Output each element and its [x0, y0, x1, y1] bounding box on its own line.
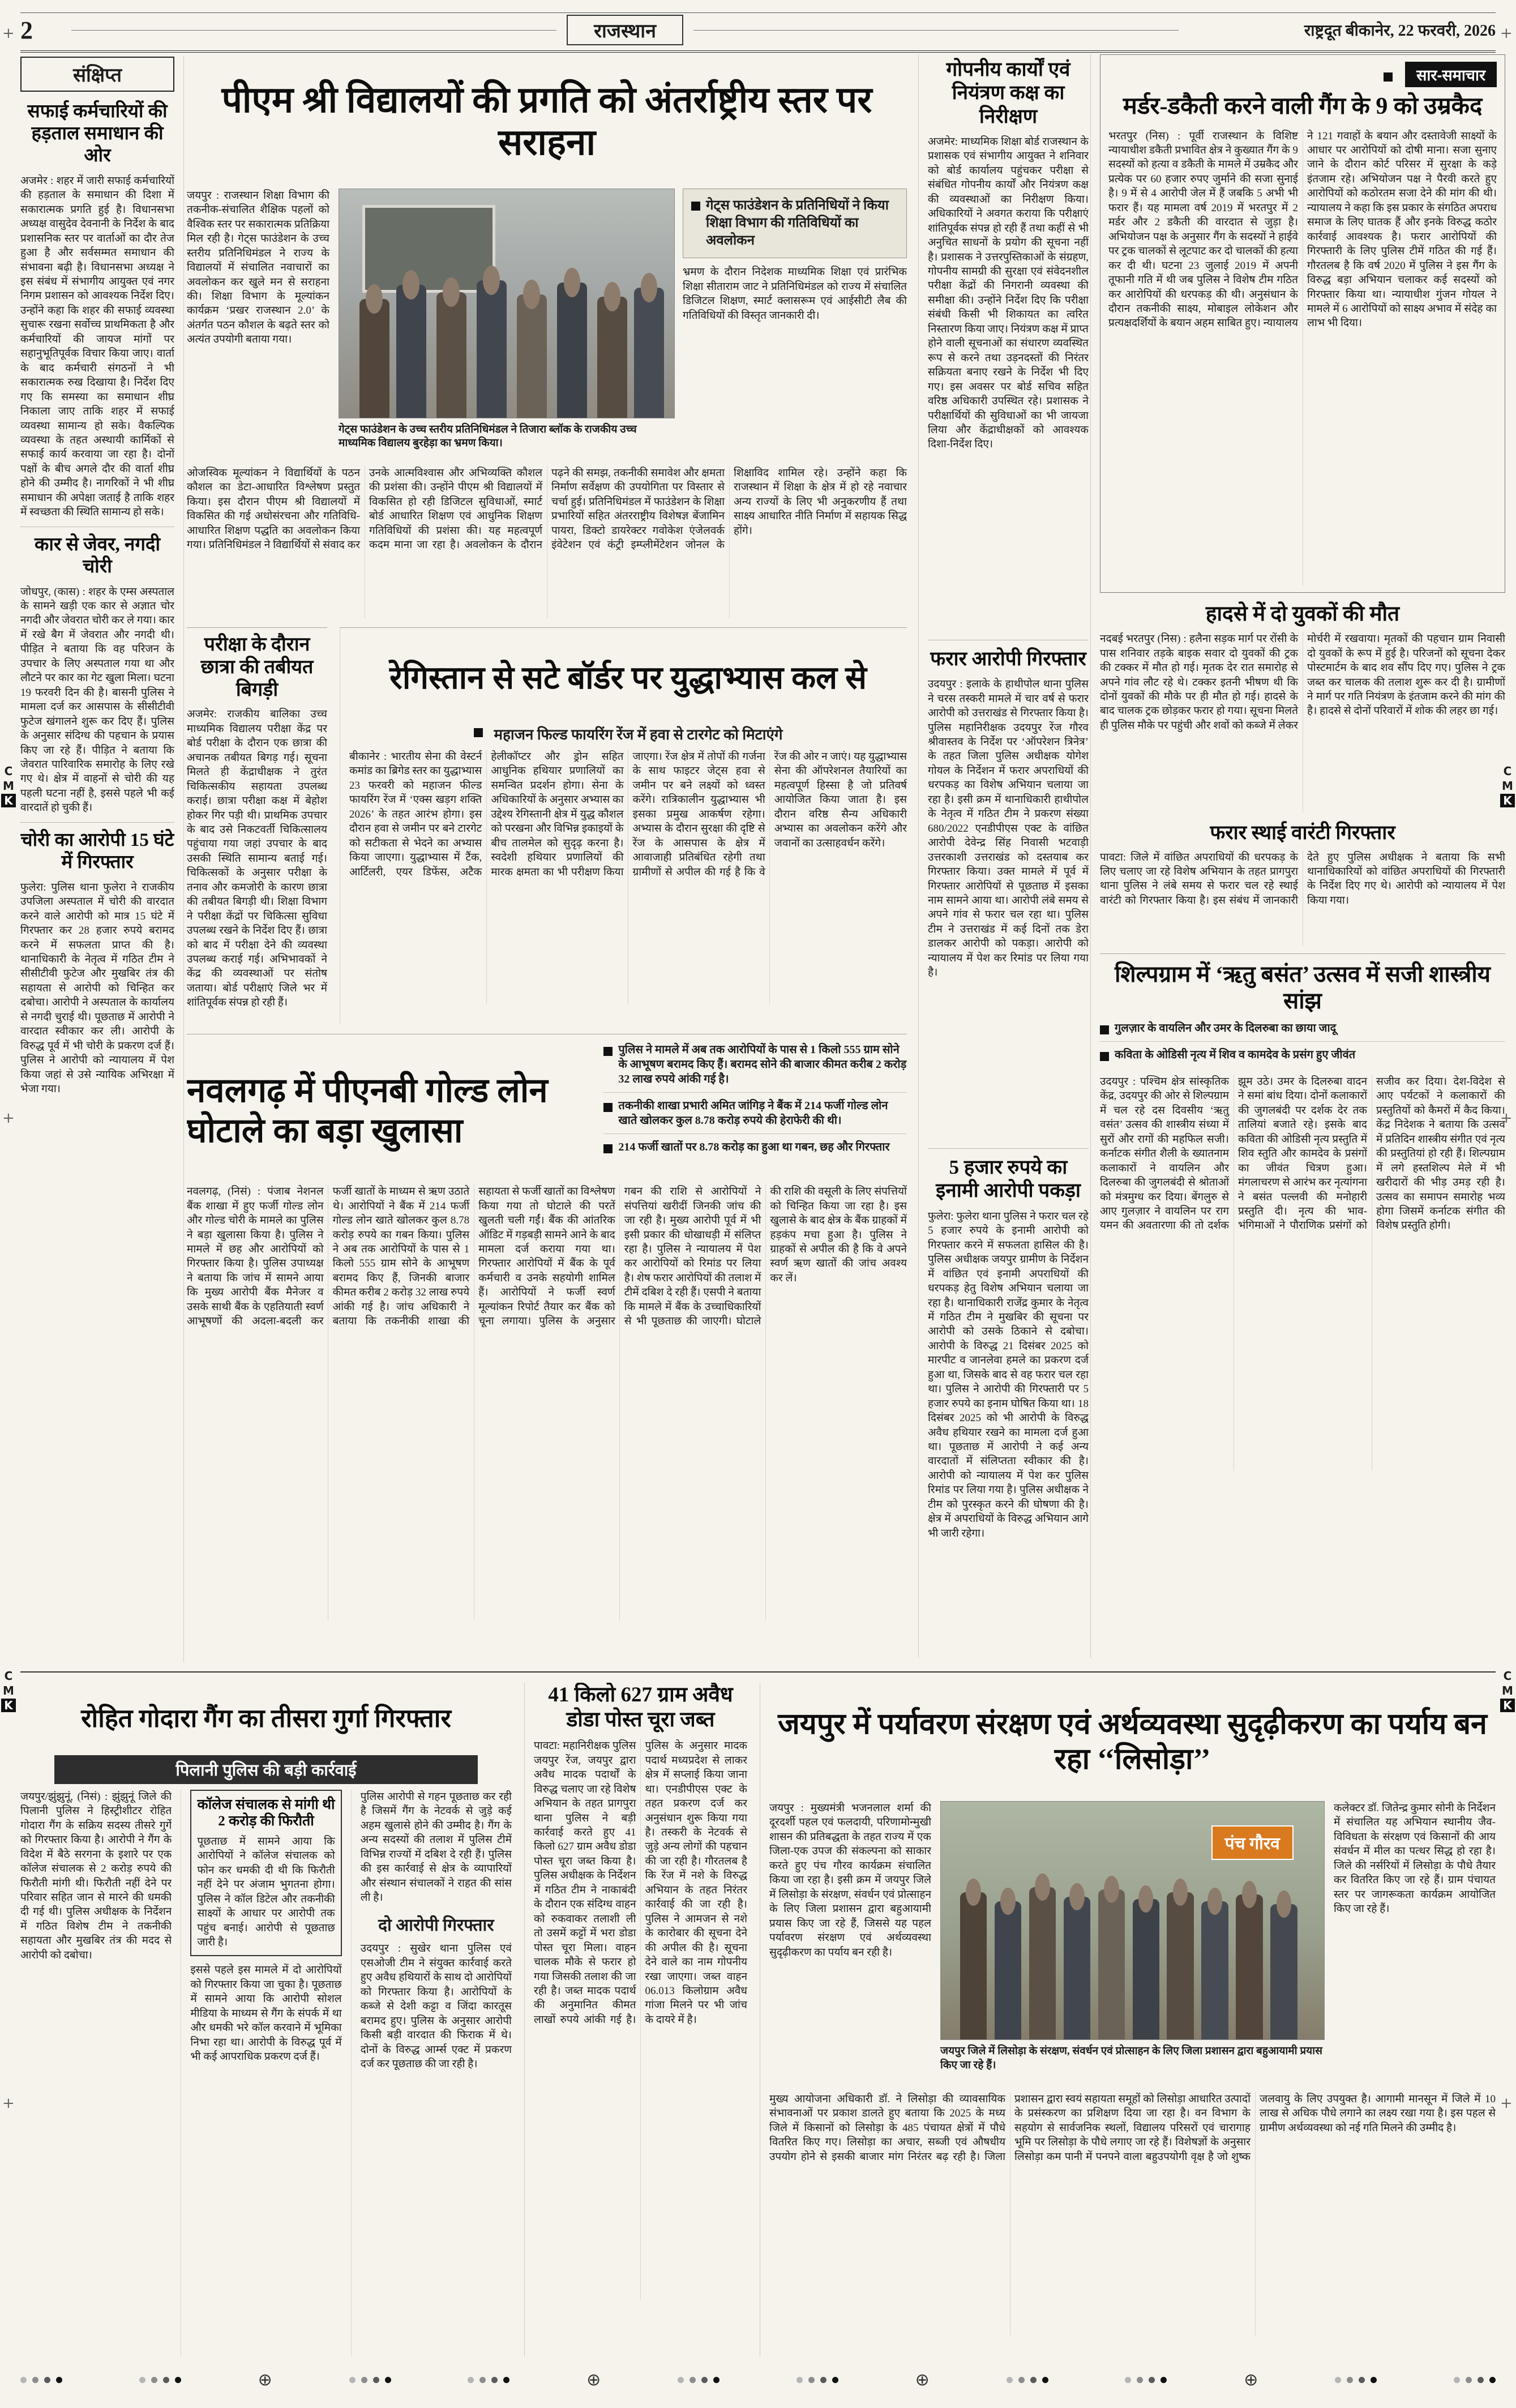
ransom-box-title: कॉलेज संचालक से मांगी थी 2 करोड़ की फिरौती: [197, 1797, 335, 1829]
two-arrested-title: दो आरोपी गिरफ्तार: [378, 1916, 494, 1935]
registration-cmk-left: [1, 764, 16, 807]
crop-mark-icon: ⊕: [586, 2369, 601, 2390]
registration-cmk-right-lower: [1500, 1669, 1515, 1712]
gang-verdict-body: भरतपुर (निस) : पूर्वी राजस्थान के विशिष्ट न्यायाधीश डकैती प्रभावित क्षेत्र ने कुख्यात गैंग के 9 सदस्यों को हत्या व डकैती के मामले में उम्रकैद और प्रत्येक पर 60 हजार रुपए जुर्माने की सजा सुनाई है। 9 में से 4 आरोपी जेल में हैं जबकि 5 अभी भी फरार हैं। यह मामला वर्ष 2019 में भरतपुर में 2 मर्डर और 2 डकैती की वारदात से जुड़ा है। अभियोजन पक्ष के अनुसार गैंग के सदस्यों ने हाईवे पर ट्रक चालकों से लूटपाट कर दो चालकों की हत्या कर दी थी। घटना 23 जुलाई 2019 में अपनी तूफानी गति में थी जब पुलिस ने विशेष टीम गठित कर आरोपियों की धरपकड़ की थी। अनुसंधान के दौरान तकनीकी साक्ष्य, मोबाइल लोकेशन और प्रत्यक्षदर्शियों के बयान अहम साबित हुए। न्यायालय ने 121 गवाहों के बयान और दस्तावेजी साक्ष्यों के आधार पर आरोपियों को दोषी माना। सजा सुनाए जाने के दौरान कोर्ट परिसर में सुरक्षा के कड़े इंतजाम रहे। अभियोजन पक्ष ने पैरवी करते हुए आरोपियों को कठोरतम सजा देने की मांग की थी। न्यायालय ने कहा कि इस प्रकार के संगठित अपराध समाज के लिए घातक हैं और इनके विरुद्ध कठोर कार्रवाई आवश्यक है। फरार आरोपियों की गिरफ्तारी के लिए पुलिस टीमें गठित की गई हैं। गौरतलब है कि वर्ष 2020 में पुलिस ने इस गैंग के विरुद्ध बड़ा अभियान चलाकर कई सदस्यों को गिरफ्तार किया था। न्यायाधीश गुंजन गोयल ने मामले में 6 आरोपियों को साक्ष्य अभाव में संदेह का लाभ भी दिया।: [1108, 130, 1497, 330]
print-registration-footer: [20, 2367, 1496, 2393]
brief-body: फुलेरा: पुलिस थाना फुलेरा ने राजकीय उपजिला अस्पताल में चोरी की वारदात करने वाले आरोपी को मात्र 15 घंटे में गिरफ्तार कर 28 हजार रुपये बरामद करने में सफलता प्राप्त की है। थानाधिकारी के नेतृत्व में गठित टीम ने सीसीटीवी फुटेज और मुखबिर तंत्र की सहायता से आरोपी को चिन्हित कर दबोचा। आरोपी ने अस्पताल के कार्यालय से नगदी चुराई थी। पूछताछ में आरोपी ने वारदात स्वीकार कर ली। आरोपी के विरुद्ध पूर्व में भी चोरी के प्रकरण दर्ज हैं। पुलिस ने आरोपी को न्यायालय में पेश किया जहां से उसे न्यायिक अभिरक्षा में भेजा गया।: [20, 881, 174, 1096]
ransom-box-body: पूछताछ में सामने आया कि आरोपियों ने कॉलेज संचालक को फोन कर धमकी दी थी कि फिरौती नहीं देने पर अंजाम भुगतना होगा। पुलिस ने कॉल डिटेल और तकनीकी साक्ष्यों के आधार पर आरोपी तक पहुंच बनाई। आरोपी से पूछताछ जारी है।: [197, 1835, 335, 1948]
person-silhouette: [359, 299, 389, 418]
brief-item: [20, 534, 174, 815]
absconder-body: उदयपुर : इलाके के हाथीपोल थाना पुलिस ने चरस तस्करी मामले में चार वर्ष से फरार आरोपी को उत्तराखंड से गिरफ्तार किया है। पुलिस महानिरीक्षक उदयपुर रेंज गौरव श्रीवास्तव के निर्देश पर ‘ऑपरेशन त्रिनेत्र’ के तहत जिला पुलिस अधीक्षक योगेश गोयल के निर्देशन में फरार अपराधियों की धरपकड़ का विशेष अभियान चलाया जा रहा है। इसी क्रम में थानाधिकारी हाथीपोल के नेतृत्व में गठित टीम ने प्रकरण संख्या 680/2022 एनडीपीएस एक्ट के वांछित आरोपी देवेन्द्र सिंह निवासी भटवाड़ी उत्तरकाशी उत्तराखंड को दस्तयाब कर गिरफ्तार किया। उक्त मामले में पूर्व में गिरफ्तार आरोपियों से पूछताछ में इसका नाम सामने आया था। आरोपी लंबे समय से अपने गांव से फरार चल रहा था। पुलिस टीम ने उत्तराखंड में कई दिनों तक डेरा डालकर आरोपी को पकड़ा। आरोपी को न्यायालय में पेश कर रिमांड पर लिया गया है।: [928, 678, 1089, 979]
gang-arrest-columns: [20, 1790, 512, 2356]
crop-plus-icon: +: [1500, 2095, 1513, 2112]
lisoda-photo: [940, 1801, 1325, 2040]
registration-dots: [1335, 2377, 1377, 2383]
environment-photo-block: [940, 1801, 1325, 2085]
inspection-title: गोपनीय कार्यों एवं नियंत्रण कक्ष का निरीक्षण: [946, 58, 1070, 127]
gold-loan-body: नवलगढ़, (निसं) : पंजाब नेशनल बैंक शाखा में हुए फर्जी गोल्ड लोन और गोल्ड चोरी के मामले का पुलिस ने बड़ा खुलासा किया है। पुलिस ने मामले में छह और आरोपियों को गिरफ्तार किया है। पुलिस उपाध्यक्ष ने बताया कि जांच में सामने आया कि मुख्य आरोपी बैंक मैनेजर व उसके साथी बैंक के एहतियाती स्वर्ण आभूषणों की अदला-बदली कर फर्जी खातों के माध्यम से ऋण उठाते थे। आरोपियों ने बैंक में 214 फर्जी गोल्ड लोन खाते खोलकर कुल 8.78 करोड़ रुपये का गबन किया। पुलिस ने अब तक आरोपियों के पास से 1 किलो 555 ग्राम सोने के आभूषण बरामद किए हैं, जिनकी बाजार कीमत करीब 2 करोड़ 32 लाख रुपये आंकी गई है। जांच अधिकारी ने बताया कि तकनीकी शाखा की सहायता से फर्जी खातों का विश्लेषण किया गया तो घोटाले की परतें खुलती चली गईं। बैंक की आंतरिक ऑडिट में गड़बड़ी सामने आने के बाद मामला दर्ज कराया गया था। गिरफ्तार आरोपियों में बैंक के पूर्व कर्मचारी व उनके सहयोगी शामिल हैं। आरोपियों ने फर्जी स्वर्ण मूल्यांकन रिपोर्ट तैयार कर बैंक को चूना लगाया। पुलिस के अनुसार गबन की राशि से आरोपियों ने संपत्तियां खरीदीं जिनकी जांच की जा रही है। मुख्य आरोपी पूर्व में भी इसी प्रकार की धोखाधड़ी में संलिप्त रहा है। पुलिस ने न्यायालय में पेश कर आरोपियों को रिमांड पर लिया है। शेष फरार आरोपियों की तलाश में टीमें दबिश दे रही हैं। एसपी ने बताया कि मामले में बैंक के उच्चाधिकारियों से भी पूछताछ की जाएगी। घोटाले की राशि की वसूली के लिए संपत्तियों को चिन्हित किया जा रहा है। इस खुलासे के बाद क्षेत्र के बैंक ग्राहकों में हड़कंप मचा हुआ है। पुलिस ने ग्राहकों से अपील की है कि वे अपने स्वर्ण ऋण खातों की जांच अवश्य कर लें।: [187, 1186, 907, 1328]
square-bullet-icon: [474, 728, 483, 737]
page-header: [20, 12, 1496, 53]
person-silhouette: [1098, 1889, 1125, 2039]
digest-label-row: [1108, 62, 1497, 87]
war-exercise-subhead-text: महाजन फिल्ड फायरिंग रेंज में हवा से टारगेट को मिटाएंगे: [494, 726, 783, 743]
digest-label: सार-समाचार: [1405, 62, 1497, 87]
registration-cmk-left-lower: [1, 1669, 16, 1712]
registration-dots: [796, 2377, 838, 2383]
environment-story: [760, 1683, 1496, 2356]
reward-arrest-story: [928, 1156, 1089, 1658]
seizure-title: 41 किलो 627 ग्राम अवैध डोडा पोस्त चूरा जब्त: [548, 1683, 733, 1731]
news-digest-box: [1100, 54, 1505, 593]
reward-arrest-title: 5 हजार रुपये का इनामी आरोपी पकड़ा: [936, 1156, 1081, 1202]
registration-dots: [1125, 2377, 1167, 2383]
person-silhouette: [557, 283, 587, 417]
registration-dots: [468, 2377, 509, 2383]
seizure-body: पावटा: महानिरीक्षक पुलिस जयपुर रेंज, जयपुर द्वारा अवैध मादक पदार्थों के विरुद्ध चलाए जा रहे विशेष अभियान के तहत प्रागपुरा थाना पुलिस ने बड़ी कार्रवाई करते हुए 41 किलो 627 ग्राम अवैध डोडा पोस्त चूरा जब्त किया है। पुलिस अधीक्षक के निर्देशन में गठित टीम ने नाकाबंदी के दौरान एक संदिग्ध वाहन को रुकवाकर तलाशी ली तो उसमें कट्टों में भरा डोडा पोस्त चूरा मिला। वाहन चालक मौके से फरार हो गया जिसकी तलाश की जा रही है। जब्त मादक पदार्थ की अनुमानित कीमत लाखों रुपये आंकी गई है। पुलिस के अनुसार मादक पदार्थ मध्यप्रदेश से लाकर क्षेत्र में सप्लाई किया जाना था। एनडीपीएस एक्ट के तहत प्रकरण दर्ज कर अनुसंधान शुरू किया गया है। तस्करी के नेटवर्क से जुड़े अन्य लोगों की पहचान की जा रही है। गौरतलब है कि रेंज में नशे के विरुद्ध अभियान के तहत निरंतर कार्रवाई की जा रही है। पुलिस ने आमजन से नशे के कारोबार की सूचना देने की अपील की है। सूचना देने वाले का नाम गोपनीय रखा जाएगा। जब्त वाहन 06.013 किलोग्राम अवैध गांजा मिलने पर भी जांच के दायरे में है।: [534, 1740, 747, 2026]
square-bullet-icon: [603, 1144, 613, 1153]
section-header: [71, 15, 1179, 45]
accident-story: [1100, 602, 1505, 814]
square-bullet-icon: [1384, 72, 1393, 82]
person-silhouette: [1270, 1904, 1297, 2039]
cmk-m: M: [1502, 779, 1513, 793]
crop-plus-icon: +: [1500, 1110, 1513, 1127]
person-silhouette: [1064, 1897, 1090, 2039]
crop-plus-icon: +: [2, 1110, 15, 1127]
person-silhouette: [1167, 1892, 1193, 2039]
square-bullet-icon: [603, 1047, 613, 1056]
person-silhouette: [396, 285, 426, 417]
gold-loan-headline: नवलगढ़ में पीएनबी गोल्ड लोन घोटाले का बड़ा खुलासा: [187, 1071, 548, 1149]
gold-loan-story: [187, 1034, 907, 1664]
seizure-story: [524, 1683, 747, 2356]
square-bullet-icon: [603, 1103, 613, 1112]
war-exercise-body: बीकानेर : भारतीय सेना की वेस्टर्न कमांड का ब्रिगेड स्तर का युद्धाभ्यास 23 फरवरी को महाजन फील्ड फायरिंग रेंज में ‘एक्स खड़ग शक्ति 2026’ के तहत आरंभ होगा। इस दौरान हवा से जमीन पर बने टारगेट को सटीकता से भेदने का अभ्यास किया जाएगा। युद्धाभ्यास में टैंक, आर्टिलरी, एयर डिफेंस, अटैक हेलीकॉप्टर और ड्रोन सहित आधुनिक हथियार प्रणालियों का समन्वित प्रदर्शन होगा। सेना के अधिकारियों के अनुसार अभ्यास का उद्देश्य रेगिस्तानी क्षेत्र में युद्ध कौशल को परखना और विभिन्न इकाइयों के बीच तालमेल को सुदृढ़ करना है। स्वदेशी हथियार प्रणालियों की मारक क्षमता का भी परीक्षण किया जाएगा। रेंज क्षेत्र में तोपों की गर्जना के साथ फाइटर जेट्स हवा से जमीन पर बने लक्ष्यों को ध्वस्त करेंगे। रात्रिकालीन युद्धाभ्यास भी इसका प्रमुख आकर्षण रहेगा। अभ्यास के दौरान सुरक्षा की दृष्टि से रेंज के आसपास के क्षेत्र में आवाजाही प्रतिबंधित रहेगी तथा ग्रामीणों से अपील की गई है कि वे रेंज की ओर न जाएं। यह युद्धाभ्यास सेना की ऑपरेशनल तैयारियों का महत्वपूर्ण हिस्सा है जो प्रतिवर्ष आयोजित किया जाता है। इस दौरान वरिष्ठ सैन्य अधिकारी अभ्यास का अवलोकन करेंगे और जवानों का उत्साहवर्धन करेंगे।: [349, 751, 907, 878]
lead-body-bottom: ओजस्विक मूल्यांकन ने विद्यार्थियों के पठन कौशल का डेटा-आधारित विश्लेषण प्रस्तुत किया। इस दौरान पीएम श्री विद्यालयों में विकसित की गई अधोसंरचना और गतिविधि-आधारित शिक्षण पद्धति का अवलोकन किया गया। प्रतिनिधिमंडल ने विद्यार्थियों से संवाद कर उनके आत्मविश्वास और अभिव्यक्ति कौशल की प्रशंसा की। उन्होंने पीएम श्री विद्यालयों में विकसित हो रही डिजिटल सुविधाओं, स्मार्ट बोर्ड आधारित शिक्षण एवं आधुनिक शिक्षण गतिविधियों की प्रशंसा की। यह महत्वपूर्ण कदम माना जा रहा है। अवलोकन के दौरान पढ़ने की समझ, तकनीकी समावेश और क्षमता निर्माण सर्वेक्षण की उपयोगिता पर विस्तार से चर्चा हुई। प्रतिनिधिमंडल में फाउंडेशन के शिक्षा प्रभारियों सहित अंतरराष्ट्रीय विशेषज्ञ बेंजामिन पायरा, डिक्टो डायरेक्टर गवोकेश एंजेलवर्क इंवेटेशन एवं कंट्री इम्प्लीमेंटेशन जोनल के शिक्षाविद शामिल रहे। उन्होंने कहा कि राजस्थान में शिक्षा के क्षेत्र में हो रहे नवाचार अन्य राज्यों के लिए भी अनुकरणीय हैं तथा साक्ष्य आधारित नीति निर्माण में सहायक सिद्ध होंगे।: [187, 467, 907, 551]
war-exercise-story: [340, 627, 907, 1024]
cmk-k: K: [1500, 794, 1515, 807]
brief-title: सफाई कर्मचारियों की हड़ताल समाधान की ओर: [27, 101, 168, 166]
cmk-m: M: [1502, 1684, 1513, 1697]
page-number: 2: [20, 16, 33, 44]
bullet-item: [1100, 1047, 1505, 1068]
crop-mark-icon: ⊕: [1244, 2369, 1258, 2390]
crop-plus-icon: +: [2, 2095, 15, 2112]
environment-body-right: कलेक्टर डॉ. जितेन्द्र कुमार सोनी के निर्देशन में संचालित यह अभियान स्थानीय जैव-विविधता के संरक्षण एवं किसानों की आय संवर्धन में मील का पत्थर सिद्ध हो रहा है। जिले की नर्सरियों में लिसोड़ा के पौधे तैयार कर वितरित किए जा रहे हैं। ग्राम पंचायत स्तर पर जागरूकता कार्यक्रम आयोजित किए जा रहे हैं।: [1334, 1802, 1496, 1915]
bullet-text: कविता के ओडिसी नृत्य में शिव व कामदेव के प्रसंग हुए जीवंत: [1115, 1048, 1356, 1061]
person-silhouette: [517, 294, 547, 418]
cmk-m: M: [3, 779, 14, 793]
warrantee-body: पावटा: जिले में वांछित अपराधियों की धरपकड़ के लिए चलाए जा रहे विशेष अभियान के तहत प्रागपुरा थाना पुलिस ने लंबे समय से फरार चल रहे स्थाई वारंटी को गिरफ्तार किया है। इस संबंध में जानकारी देते हुए पुलिस अधीक्षक ने बताया कि सभी थानाधिकारियों को वांछित अपराधियों की गिरफ्तारी के निर्देश दिए गए थे। आरोपी को न्यायालय में पेश किया गया।: [1100, 851, 1505, 906]
briefs-column: [20, 57, 184, 1662]
cmk-c: C: [4, 1669, 13, 1683]
exam-title: परीक्षा के दौरान छात्रा की तबीयत बिगड़ी: [200, 634, 314, 701]
lead-headline: पीएम श्री विद्यालयों की प्रगति को अंतर्राष्ट्रीय स्तर पर सराहना: [221, 79, 872, 163]
gang-arrest-body-2: इससे पहले इस मामले में दो आरोपियों को गिरफ्तार किया जा चुका है। पूछताछ में सामने आया कि आरोपी सोशल मीडिया के माध्यम से गैंग के संपर्क में था और धमकी भरे कॉल करवाने में भूमिका निभा रहा था। आरोपी के विरुद्ध पूर्व में भी कई आपराधिक प्रकरण दर्ज हैं।: [190, 1964, 342, 2063]
inspection-story: [928, 58, 1089, 633]
environment-photo-caption: जयपुर जिले में लिसोड़ा के संरक्षण, संवर्धन एवं प्रोत्साहन के लिए जिला प्रशासन द्वारा बहुआयामी प्रयास किए जा रहे हैं।: [940, 2045, 1322, 2071]
crop-mark-icon: ⊕: [915, 2369, 930, 2390]
warrantee-story: [1100, 821, 1505, 945]
crop-plus-icon: +: [1500, 25, 1513, 42]
square-bullet-icon: [1100, 1025, 1109, 1034]
gang-arrest-story: [20, 1683, 512, 2356]
right-column: [1090, 54, 1505, 1658]
panch-gaurav-banner: पंच गौरव: [1211, 1825, 1294, 1860]
header-rule-right: [693, 30, 1179, 31]
registration-dots: [678, 2377, 720, 2383]
accident-body: नदबई भरतपुर (निस) : हलैना सड़क मार्ग पर रोंसी के पास शनिवार तड़के बाइक सवार दो युवकों की ट्रक की टक्कर में मौत हो गई। मृतक देर रात समारोह से अपने गांव लौट रहे थे। टक्कर इतनी भीषण थी कि दोनों युवकों की मौके पर ही मौत हो गई। हादसे के बाद चालक ट्रक छोड़कर फरार हो गया। सूचना मिलते ही पुलिस मौके पर पहुंची और शवों को कब्जे में लेकर मोर्चरी में रखवाया। मृतकों की पहचान ग्राम निवासी दो युवकों के रूप में हुई है। परिजनों को सूचना देकर पोस्टमार्टम के बाद शव सौंप दिए गए। पुलिस ने ट्रक जब्त कर चालक की तलाश शुरू कर दी है। ग्रामीणों ने मार्ग पर गति नियंत्रण के इंतजाम करने की मांग की है। हादसे से दोनों परिवारों में शोक की लहर छा गई।: [1100, 633, 1505, 732]
cmk-k: K: [1, 1699, 16, 1712]
brief-item: [20, 101, 174, 520]
person-silhouette: [634, 288, 664, 418]
gang-arrest-body-1: जयपुर/झुंझुनूं, (निसं) : झुंझुनूं जिले की पिलानी पुलिस ने हिस्ट्रीशीटर रोहित गोदारा गैंग के सक्रिय सदस्य तीसरे गुर्गे को गिरफ्तार किया है। आरोपी ने गैंग के विदेश में बैठे सरगना के इशारे पर एक कॉलेज संचालक से 2 करोड़ रुपये की फिरौती मांगी थी। फिरौती नहीं देने पर परिवार सहित जान से मारने की धमकी दी गई थी। पुलिस अधीक्षक के निर्देशन में गठित विशेष टीम ने तकनीकी सहायता और मुखबिर तंत्र की मदद से आरोपी को दबोचा।: [20, 1790, 172, 1961]
bullet-item: [603, 1140, 907, 1160]
person-silhouette: [1133, 1899, 1159, 2039]
festival-story: [1100, 953, 1505, 1471]
lead-side-column: [683, 189, 907, 459]
ransom-box: [190, 1790, 341, 1957]
registration-dots: [139, 2377, 181, 2383]
cmk-c: C: [4, 764, 13, 778]
lead-story: [187, 54, 907, 618]
person-silhouette: [477, 280, 507, 417]
festival-title: शिल्पग्राम में ‘ऋतु बसंत’ उत्सव में सजी शास्त्रीय सांझ: [1115, 961, 1491, 1013]
blackboard-shape: [362, 205, 495, 293]
edition-dateline: राष्ट्रदूत बीकानेर, 22 फरवरी, 2026: [1304, 22, 1496, 40]
environment-media-row: [769, 1801, 1496, 2085]
bullet-text: 214 फर्जी खातों पर 8.78 करोड़ का हुआ था गबन, छह और गिरफ्तार: [618, 1141, 890, 1153]
gang-arrest-body-3: पुलिस आरोपी से गहन पूछताछ कर रही है जिसमें गैंग के नेटवर्क से जुड़े कई अहम खुलासे होने की उम्मीद है। गैंग के अन्य सदस्यों की तलाश में पुलिस टीमें विभिन्न राज्यों में दबिश दे रही हैं। पुलिस की इस कार्रवाई से क्षेत्र के व्यापारियों और संस्थान संचालकों ने राहत की सांस ली है।: [360, 1790, 512, 1904]
header-rule-left: [71, 30, 556, 31]
brief-item: [20, 829, 174, 1097]
environment-body-left: जयपुर : मुख्यमंत्री भजनलाल शर्मा की दूरदर्शी पहल एवं फलदायी, परिणामोन्मुखी शासन की प्रतिबद्धता के तहत राज्य में एक जिला-एक उपज की संकल्पना को साकार करते हुए पंच गौरव कार्यक्रम संचालित किया जा रहा है। इसी क्रम में जयपुर जिले में लिसोड़ा के संरक्षण, संवर्धन एवं प्रोत्साहन के लिए जिला प्रशासन द्वारा बहुआयामी प्रयास किए जा रहे हैं, जिससे यह पहल पर्यावरण संरक्षण एवं अर्थव्यवस्था सुदृढ़ीकरण का पर्याय बन रही है।: [769, 1802, 931, 1958]
person-silhouette: [995, 1901, 1021, 2039]
registration-dots: [1007, 2377, 1048, 2383]
brief-title: चोरी का आरोपी 15 घंटे में गिरफ्तार: [20, 829, 174, 872]
person-silhouette: [436, 292, 466, 418]
section-title: राजस्थान: [567, 15, 683, 45]
person-silhouette: [1236, 1894, 1262, 2039]
cmk-c: C: [1503, 1669, 1512, 1683]
registration-dots: [349, 2377, 391, 2383]
lead-body-left: जयपुर : राजस्थान शिक्षा विभाग की तकनीक-संचालित शैक्षिक पहलों को वैश्विक स्तर पर सकारात्मक प्रतिक्रिया मिल रही है। गेट्स फाउंडेशन के उच्च स्तरीय प्रतिनिधिमंडल ने राज्य के विद्यालयों में संचालित नवाचारों का अवलोकन कर खुले मन से सराहना की। शिक्षा विभाग के मूल्यांकन कार्यक्रम ‘प्रखर राजस्थान 2.0’ के अंतर्गत पठन कौशल के बढ़ते स्तर को अत्यंत उपयोगी बताया गया।: [187, 189, 329, 346]
square-bullet-icon: [1100, 1052, 1109, 1061]
warrantee-title: फरार स्थाई वारंटी गिरफ्तार: [1210, 822, 1395, 844]
person-silhouette: [1029, 1887, 1056, 2039]
cmk-k: K: [1, 794, 16, 807]
lead-photo-block: [339, 189, 674, 459]
exam-story: [187, 627, 327, 1030]
bullet-item: [603, 1098, 907, 1134]
lead-body-side: भ्रमण के दौरान निदेशक माध्यमिक शिक्षा एवं प्रारंभिक शिक्षा सीताराम जाट ने प्रतिनिधिमंडल को राज्य में संचालित डिजिटल शिक्षण, स्मार्ट क्लासरूम एवं आईसीटी लैब की गतिविधियों की विस्तृत जानकारी दी।: [683, 266, 907, 322]
lead-media-row: [187, 189, 907, 459]
person-silhouette: [960, 1892, 987, 2039]
gang-arrest-col-2: [181, 1790, 341, 2356]
festival-bullets: [1100, 1021, 1505, 1068]
gang-arrest-col-3: [351, 1790, 512, 2356]
lead-kicker-box: [683, 189, 907, 259]
bullet-item: [1100, 1021, 1505, 1042]
inspection-body: अजमेर: माध्यमिक शिक्षा बोर्ड राजस्थान के प्रशासक एवं संभागीय आयुक्त ने शनिवार को बोर्ड कार्यालय पहुंचकर परीक्षा से संबंधित गोपनीय कार्यों और नियंत्रण कक्ष की व्यवस्थाओं का निरीक्षण किया। अधिकारियों ने अवगत कराया कि परीक्षाएं शांतिपूर्वक संपन्न हो रही हैं तथा कहीं से भी अनुचित साधनों के प्रयोग की सूचना नहीं है। प्रशासक ने उत्तरपुस्तिकाओं के संग्रहण, गोपनीय सामग्री की सुरक्षा एवं संवेदनशील परीक्षा केंद्रों की निगरानी व्यवस्था की समीक्षा की। उन्होंने निर्देश दिए कि परीक्षा संबंधी किसी भी शिकायत का त्वरित निस्तारण किया जाए। नियंत्रण कक्ष में प्राप्त होने वाली सूचनाओं का संधारण व्यवस्थित रूप से करने तथा उड़नदस्तों की निरंतर सक्रियता बनाए रखने के निर्देश भी दिए गए। इस अवसर पर बोर्ड सचिव सहित वरिष्ठ अधिकारी उपस्थित रहे। प्रशासक ने परीक्षार्थियों की सुविधाओं का भी जायजा लिया और केंद्राधीक्षकों को आवश्यक दिशा-निर्देश दिए।: [928, 135, 1089, 451]
gold-loan-header: [187, 1042, 907, 1179]
cmk-m: M: [3, 1684, 14, 1697]
bullet-text: पुलिस ने मामले में अब तक आरोपियों के पास से 1 किलो 555 ग्राम सोने के आभूषण बरामद किए हैं। बरामद सोने की बाजार कीमत करीब 2 करोड़ 32 लाख रुपये आंकी गई है।: [618, 1043, 907, 1085]
brief-title: कार से जेवर, नगदी चोरी: [35, 534, 160, 577]
brief-body: अजमेर : शहर में जारी सफाई कर्मचारियों की हड़ताल के समाधान की दिशा में सकारात्मक प्रगति हुई है। विधानसभा अध्यक्ष वासुदेव देवनानी के निर्देश के बाद प्रशासनिक स्तर पर वार्ताओं का दौर तेज हुआ है और सर्वसम्मत समाधान की संभावना बढ़ी है। विधानसभा अध्यक्ष ने इस संबंध में संभागीय आयुक्त एवं नगर निगम प्रशासन को आवश्यक निर्देश दिए। उन्होंने कहा कि शहर की सफाई व्यवस्था सुचारू रखना सर्वोच्च प्राथमिकता है और कर्मचारियों की जायज मांगों पर सहानुभूतिपूर्वक विचार किया जाए। वार्ता के बाद कर्मचारी संगठनों ने भी सकारात्मक रुख दिखाया है। निर्देश दिए गए कि समस्या का समाधान शीघ्र निकाला जाए ताकि शहर में सफाई व्यवस्था सामान्य हो सके। वैकल्पिक व्यवस्था के तहत अस्थायी कार्मिकों से सफाई कार्य करवाया जा रहा है। दोनों पक्षों के बीच अगले दौर की वार्ता शीघ्र होने की उम्मीद है। नागरिकों ने भी शीघ्र समाधान की अपेक्षा जताई है ताकि शहर में स्वच्छता की स्थिति सामान्य हो सके।: [20, 174, 174, 519]
lead-kicker-text: गेट्स फाउंडेशन के प्रतिनिधियों ने किया शिक्षा विभाग की गतिविधियों का अवलोकन: [706, 198, 889, 249]
person-silhouette: [1201, 1901, 1228, 2039]
two-arrested-body: उदयपुर : सुखेर थाना पुलिस एवं एसओजी टीम ने संयुक्त कार्रवाई करते हुए अवैध हथियारों के साथ दो आरोपियों को गिरफ्तार किया है। आरोपियों के कब्जे से देशी कट्टा व जिंदा कारतूस बरामद हुए। पुलिस के अनुसार आरोपी किसी बड़ी वारदात की फिराक में थे। दोनों के विरुद्ध आर्म्स एक्ट में प्रकरण दर्ज कर पूछताछ की जा रही है।: [360, 1943, 512, 2071]
divider: [928, 1148, 1089, 1149]
gold-loan-bullets: [603, 1042, 907, 1179]
bottom-band-rule: [20, 1671, 1496, 1673]
pm-shri-photo: [339, 189, 675, 418]
crop-mark-icon: ⊕: [258, 2369, 272, 2390]
divider: [20, 822, 174, 823]
lead-photo-caption: गेट्स फाउंडेशन के उच्च स्तरीय प्रतिनिधिमंडल ने तिजारा ब्लॉक के राजकीय उच्च माध्यमिक विद्यालय बुरहेड़ा का भ्रमण किया।: [339, 423, 637, 450]
bullet-text: तकनीकी शाखा प्रभारी अमित जांगिड़ ने बैंक में 214 फर्जी गोल्ड लोन खाते खोलकर कुल 8.78 करोड़ रुपये की हेराफेरी की थी।: [618, 1100, 888, 1127]
war-exercise-headline: रेगिस्तान से सटे बॉर्डर पर युद्धाभ्यास कल से: [389, 661, 867, 696]
exam-body: अजमेर: राजकीय बालिका उच्च माध्यमिक विद्यालय परीक्षा केंद्र पर बोर्ड परीक्षा के दौरान एक छात्रा की अचानक तबीयत बिगड़ गई। सूचना मिलते ही केंद्राधीक्षक ने तुरंत चिकित्सकीय सहायता उपलब्ध कराई। छात्रा परीक्षा कक्ष में बेहोश होकर गिर पड़ी थी। प्राथमिक उपचार के बाद उसे निकटवर्ती चिकित्सालय पहुंचाया गया जहां उपचार के बाद उसकी स्थिति सामान्य बताई गई। चिकित्सकों के अनुसार परीक्षा के तनाव और कमजोरी के कारण छात्रा की तबीयत बिगड़ी थी। शिक्षा विभाग ने परीक्षा केंद्रों पर चिकित्सा सुविधा उपलब्ध रखने के निर्देश दिए हैं। छात्रा को बाद में परीक्षा देने की व्यवस्था उपलब्ध कराई गई। अभिभावकों ने केंद्र की व्यवस्थाओं पर संतोष जताया। बोर्ड परीक्षाएं जिले भर में शांतिपूर्वक संपन्न हो रही हैं।: [187, 708, 327, 1009]
cmk-c: C: [1503, 764, 1512, 778]
absconder-story: [928, 647, 1089, 1141]
war-exercise-subhead: [349, 724, 907, 744]
festival-body: उदयपुर : पश्चिम क्षेत्र सांस्कृतिक केंद्र, उदयपुर की ओर से शिल्पग्राम में चल रहे दस दिवसीय ‘ऋतु वसंत’ उत्सव की शास्त्रीय संध्या में सुरों और रागों की महफिल सजी। कर्नाटक संगीत शैली के ख्यातनाम कलाकारों ने वायलिन और दिलरुबा की जुगलबंदी से श्रोताओं को मंत्रमुग्ध कर दिया। बेंगलुरु से आए गुलज़ार ने वायलिन पर राग यमन की अवतारणा की तो दर्शक झूम उठे। उमर के दिलरुबा वादन ने समां बांध दिया। दोनों कलाकारों की जुगलबंदी पर दर्शक देर तक तालियां बजाते रहे। इसके बाद कविता की ओडिसी नृत्य प्रस्तुति में शिव स्तुति और कामदेव के प्रसंगों का जीवंत चित्रण हुआ। मंगलाचरण से आरंभ कर नृत्यांगना ने बसंत पल्लवी की मनोहारी प्रस्तुति दी। नृत्य की भाव-भंगिमाओं ने पौराणिक प्रसंगों को सजीव कर दिया। देश-विदेश से आए पर्यटकों ने कलाकारों की प्रस्तुतियों को कैमरों में कैद किया। केंद्र निदेशक ने बताया कि उत्सव में प्रतिदिन शास्त्रीय संगीत एवं नृत्य की प्रस्तुतियां हो रही हैं। शिल्पग्राम में लगे हस्तशिल्प मेले में भी खरीदारों की भीड़ उमड़ रही है। उत्सव का समापन समारोह भव्य होगा जिसमें कर्नाटक संगीत की विशेष प्रस्तुति होगी।: [1100, 1075, 1505, 1232]
environment-body-bottom: मुख्य आयोजना अधिकारी डॉ. ने लिसोड़ा की व्यावसायिक संभावनाओं पर प्रकाश डालते हुए बताया कि 2025 के मध्य जिले में किसानों को लिसोड़ा के 485 पंचायत क्षेत्रों में पौधे वितरित किए गए। लिसोड़ा का अचार, सब्जी एवं औषधीय उपयोग होने से इसकी बाजार मांग निरंतर बढ़ रही है। जिला प्रशासन द्वारा स्वयं सहायता समूहों को लिसोड़ा आधारित उत्पादों के प्रसंस्करण का प्रशिक्षण दिया जा रहा है। वन विभाग के सहयोग से सार्वजनिक स्थलों, विद्यालय परिसरों एवं चारागाह भूमि पर लिसोड़ा के पौधे लगाए जा रहे हैं। विशेषज्ञों के अनुसार लिसोड़ा कम पानी में पनपने वाला बहुउपयोगी वृक्ष है जो शुष्क जलवायु के लिए उपयुक्त है। आगामी मानसून में जिले में 10 लाख से अधिक पौधे लगाने का लक्ष्य रखा गया है। इस पहल से ग्रामीण अर्थव्यवस्था को नई गति मिलने की उम्मीद है।: [769, 2093, 1496, 2163]
registration-dots: [20, 2377, 62, 2383]
crop-plus-icon: +: [2, 25, 15, 42]
middle-column: [918, 54, 1089, 1658]
cmk-k: K: [1500, 1699, 1515, 1712]
environment-headline: जयपुर में पर्यावरण संरक्षण एवं अर्थव्यवस्था सुदृढ़ीकरण का पर्याय बन रहा ‘‘लिसोड़ा’’: [778, 1708, 1487, 1776]
person-silhouette: [597, 297, 627, 418]
accident-title: हादसे में दो युवकों की मौत: [1205, 602, 1400, 626]
brief-body: जोधपुर, (कास) : शहर के एम्स अस्पताल के सामने खड़ी एक कार से अज्ञात चोर नगदी और जेवरात चोरी कर ले गया। कार में रखे बैग में जेवरात और नगदी थी। पीड़ित ने बताया कि वह परिजन के उपचार के लिए अस्पताल गया था और लौटने पर कार का गेट खुला मिला। घटना 19 फरवरी दिन की है। बासनी पुलिस ने मामला दर्ज कर आसपास के सीसीटीवी फुटेज खंगालने शुरू कर दिए हैं। पुलिस के अनुसार संदिग्ध की पहचान के प्रयास किए जा रहे हैं। पीड़ित ने बताया कि जेवरात पारिवारिक समारोह के लिए रखे गए थे। क्षेत्र में वाहनों से चोरी की यह पहली घटना नहीं है, इससे पहले भी कई वारदातें हो चुकी हैं।: [20, 585, 174, 814]
bullet-text: गुलज़ार के वायलिन और उमर के दिलरुबा का छाया जादू: [1115, 1021, 1337, 1034]
gang-arrest-deck: पिलानी पुलिस की बड़ी कार्रवाई: [54, 1755, 478, 1784]
square-bullet-icon: [691, 202, 700, 211]
reward-arrest-body: फुलेरा: फुलेरा थाना पुलिस ने फरार चल रहे 5 हजार रुपये के इनामी आरोपी को गिरफ्तार करने में सफलता हासिल की है। पुलिस अधीक्षक जयपुर ग्रामीण के निर्देशन में वांछित एवं इनामी अपराधियों की धरपकड़ हेतु विशेष अभियान चलाया जा रहा है। थानाधिकारी राजेंद्र कुमार के नेतृत्व में गठित टीम ने मुखबिर की सूचना पर आरोपी को उसके ठिकाने से दबोचा। आरोपी के विरुद्ध 21 दिसंबर 2025 को मारपीट व जानलेवा हमले का प्रकरण दर्ज हुआ था, जिसके बाद से वह फरार चल रहा था। पुलिस ने आरोपी की गिरफ्तारी पर 5 हजार रुपये का इनाम घोषित किया था। 18 दिसंबर 2025 को भी आरोपी के विरुद्ध अवैध हथियार रखने का मामला दर्ज हुआ था। पूछताछ में आरोपी ने कई अन्य वारदातों में संलिप्तता स्वीकार की है। आरोपी को न्यायालय में पेश कर पुलिस रिमांड पर लिया गया है। पुलिस अधीक्षक ने टीम को पुरस्कृत करने की घोषणा की है। क्षेत्र में अपराधियों के विरुद्ध अभियान आगे भी जारी रहेगा।: [928, 1210, 1089, 1539]
bullet-item: [603, 1042, 907, 1093]
gang-verdict-title: मर्डर-डकैती करने वाली गैंग के 9 को उम्रकैद: [1123, 93, 1483, 119]
absconder-title: फरार आरोपी गिरफ्तार: [930, 647, 1086, 670]
gang-arrest-headline: रोहित गोदारा गैंग का तीसरा गुर्गा गिरफ्तार: [81, 1704, 451, 1733]
registration-dots: [1454, 2377, 1496, 2383]
briefs-label: संक्षिप्त: [20, 57, 174, 92]
